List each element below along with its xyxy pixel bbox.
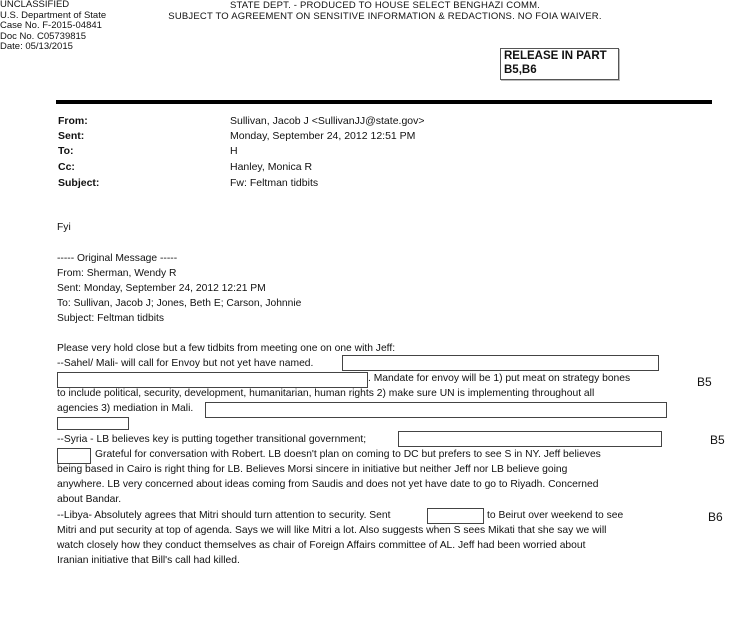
body-line-6: --Syria - LB believes key is putting together transitional government;: [57, 434, 367, 445]
redaction-box: [57, 417, 129, 430]
cc-label: Cc:: [58, 161, 75, 173]
body-line-4: to include political, security, development, humanitarian, human rights 2) make sure UN is implementing throughout all: [57, 388, 595, 399]
redaction-box: [427, 508, 484, 524]
release-status-line2: B5,B6: [504, 64, 537, 76]
header-divider: [56, 100, 712, 104]
redaction-box: [398, 431, 662, 447]
redaction-box: [342, 355, 659, 371]
body-line-5: agencies 3) mediation in Mali.: [57, 403, 194, 414]
release-status-box: [500, 48, 619, 80]
declassification-stamp: [0, 0, 106, 53]
body-line-12: Mitri and put security at top of agenda. Says we will like Mitri a lot. Also suggests when S sees Mikati that she say we will: [57, 525, 607, 536]
body-line-2: --Sahel/ Mali- will call for Envoy but not yet have named.: [57, 358, 314, 369]
release-status-line1: RELEASE IN PART: [504, 50, 607, 62]
redaction-box: [57, 372, 368, 388]
department-label: U.S. Department of State: [0, 9, 107, 21]
from-value: Sullivan, Jacob J <SullivanJJ@state.gov>: [230, 115, 425, 127]
to-value: H: [230, 145, 238, 157]
body-line-14: Iranian initiative that Bill's call had killed.: [57, 555, 240, 566]
stamp-date: Date: 05/13/2015: [0, 41, 73, 53]
sent-label: Sent:: [58, 130, 85, 142]
body-line-13: watch closely how they conduct themselves as chair of Foreign Affairs committee of AL. Jeff had been worried about: [57, 540, 586, 551]
exemption-code-b5: B5: [710, 433, 725, 447]
original-message-marker: ----- Original Message -----: [57, 253, 178, 264]
classification-label: UNCLASSIFIED: [0, 0, 70, 10]
body-line-3: . Mandate for envoy will be 1) put meat on strategy bones: [368, 373, 631, 384]
body-line-11b: to Beirut over weekend to see: [487, 510, 624, 521]
case-number: Case No. F-2015-04841: [0, 20, 102, 32]
original-to: To: Sullivan, Jacob J; Jones, Beth E; Carson, Johnnie: [57, 298, 302, 309]
redaction-box: [205, 402, 667, 418]
doc-number: Doc No. C05739815: [0, 30, 87, 42]
to-label: To:: [58, 145, 74, 157]
sent-value: Monday, September 24, 2012 12:51 PM: [230, 130, 416, 142]
exemption-code-b5: B5: [697, 375, 712, 389]
redaction-box: [57, 448, 91, 464]
production-banner: [150, 0, 620, 22]
banner-line-2: SUBJECT TO AGREEMENT ON SENSITIVE INFORMATION & REDACTIONS. NO FOIA WAIVER.: [168, 11, 602, 22]
exemption-code-b6: B6: [708, 510, 723, 524]
body-line-9: anywhere. LB very concerned about ideas coming from Saudis and does not yet have date to go to Riyadh. Concerned: [57, 479, 599, 490]
banner-line-1: STATE DEPT. - PRODUCED TO HOUSE SELECT BENGHAZI COMM.: [229, 0, 541, 11]
fyi-text: Fyi: [57, 222, 71, 233]
original-sent: Sent: Monday, September 24, 2012 12:21 PM: [57, 283, 266, 294]
original-from: From: Sherman, Wendy R: [57, 268, 177, 279]
original-subject: Subject: Feltman tidbits: [57, 313, 165, 324]
body-line-8: being based in Cairo is right thing for LB. Believes Morsi sincere in initiative but neither Jeff nor LB believe going: [57, 464, 568, 475]
body-line-11a: --Libya- Absolutely agrees that Mitri should turn attention to security. Sent: [57, 510, 391, 521]
body-line-1: Please very hold close but a few tidbits from meeting one on one with Jeff:: [57, 343, 396, 354]
body-line-10: about Bandar.: [57, 494, 122, 505]
from-label: From:: [58, 115, 88, 127]
body-line-7: Grateful for conversation with Robert. LB doesn't plan on coming to DC but prefers to see S in NY. Jeff believes: [95, 449, 601, 460]
cc-value: Hanley, Monica R: [230, 161, 313, 173]
subject-label: Subject:: [58, 177, 100, 189]
subject-value: Fw: Feltman tidbits: [230, 177, 319, 189]
